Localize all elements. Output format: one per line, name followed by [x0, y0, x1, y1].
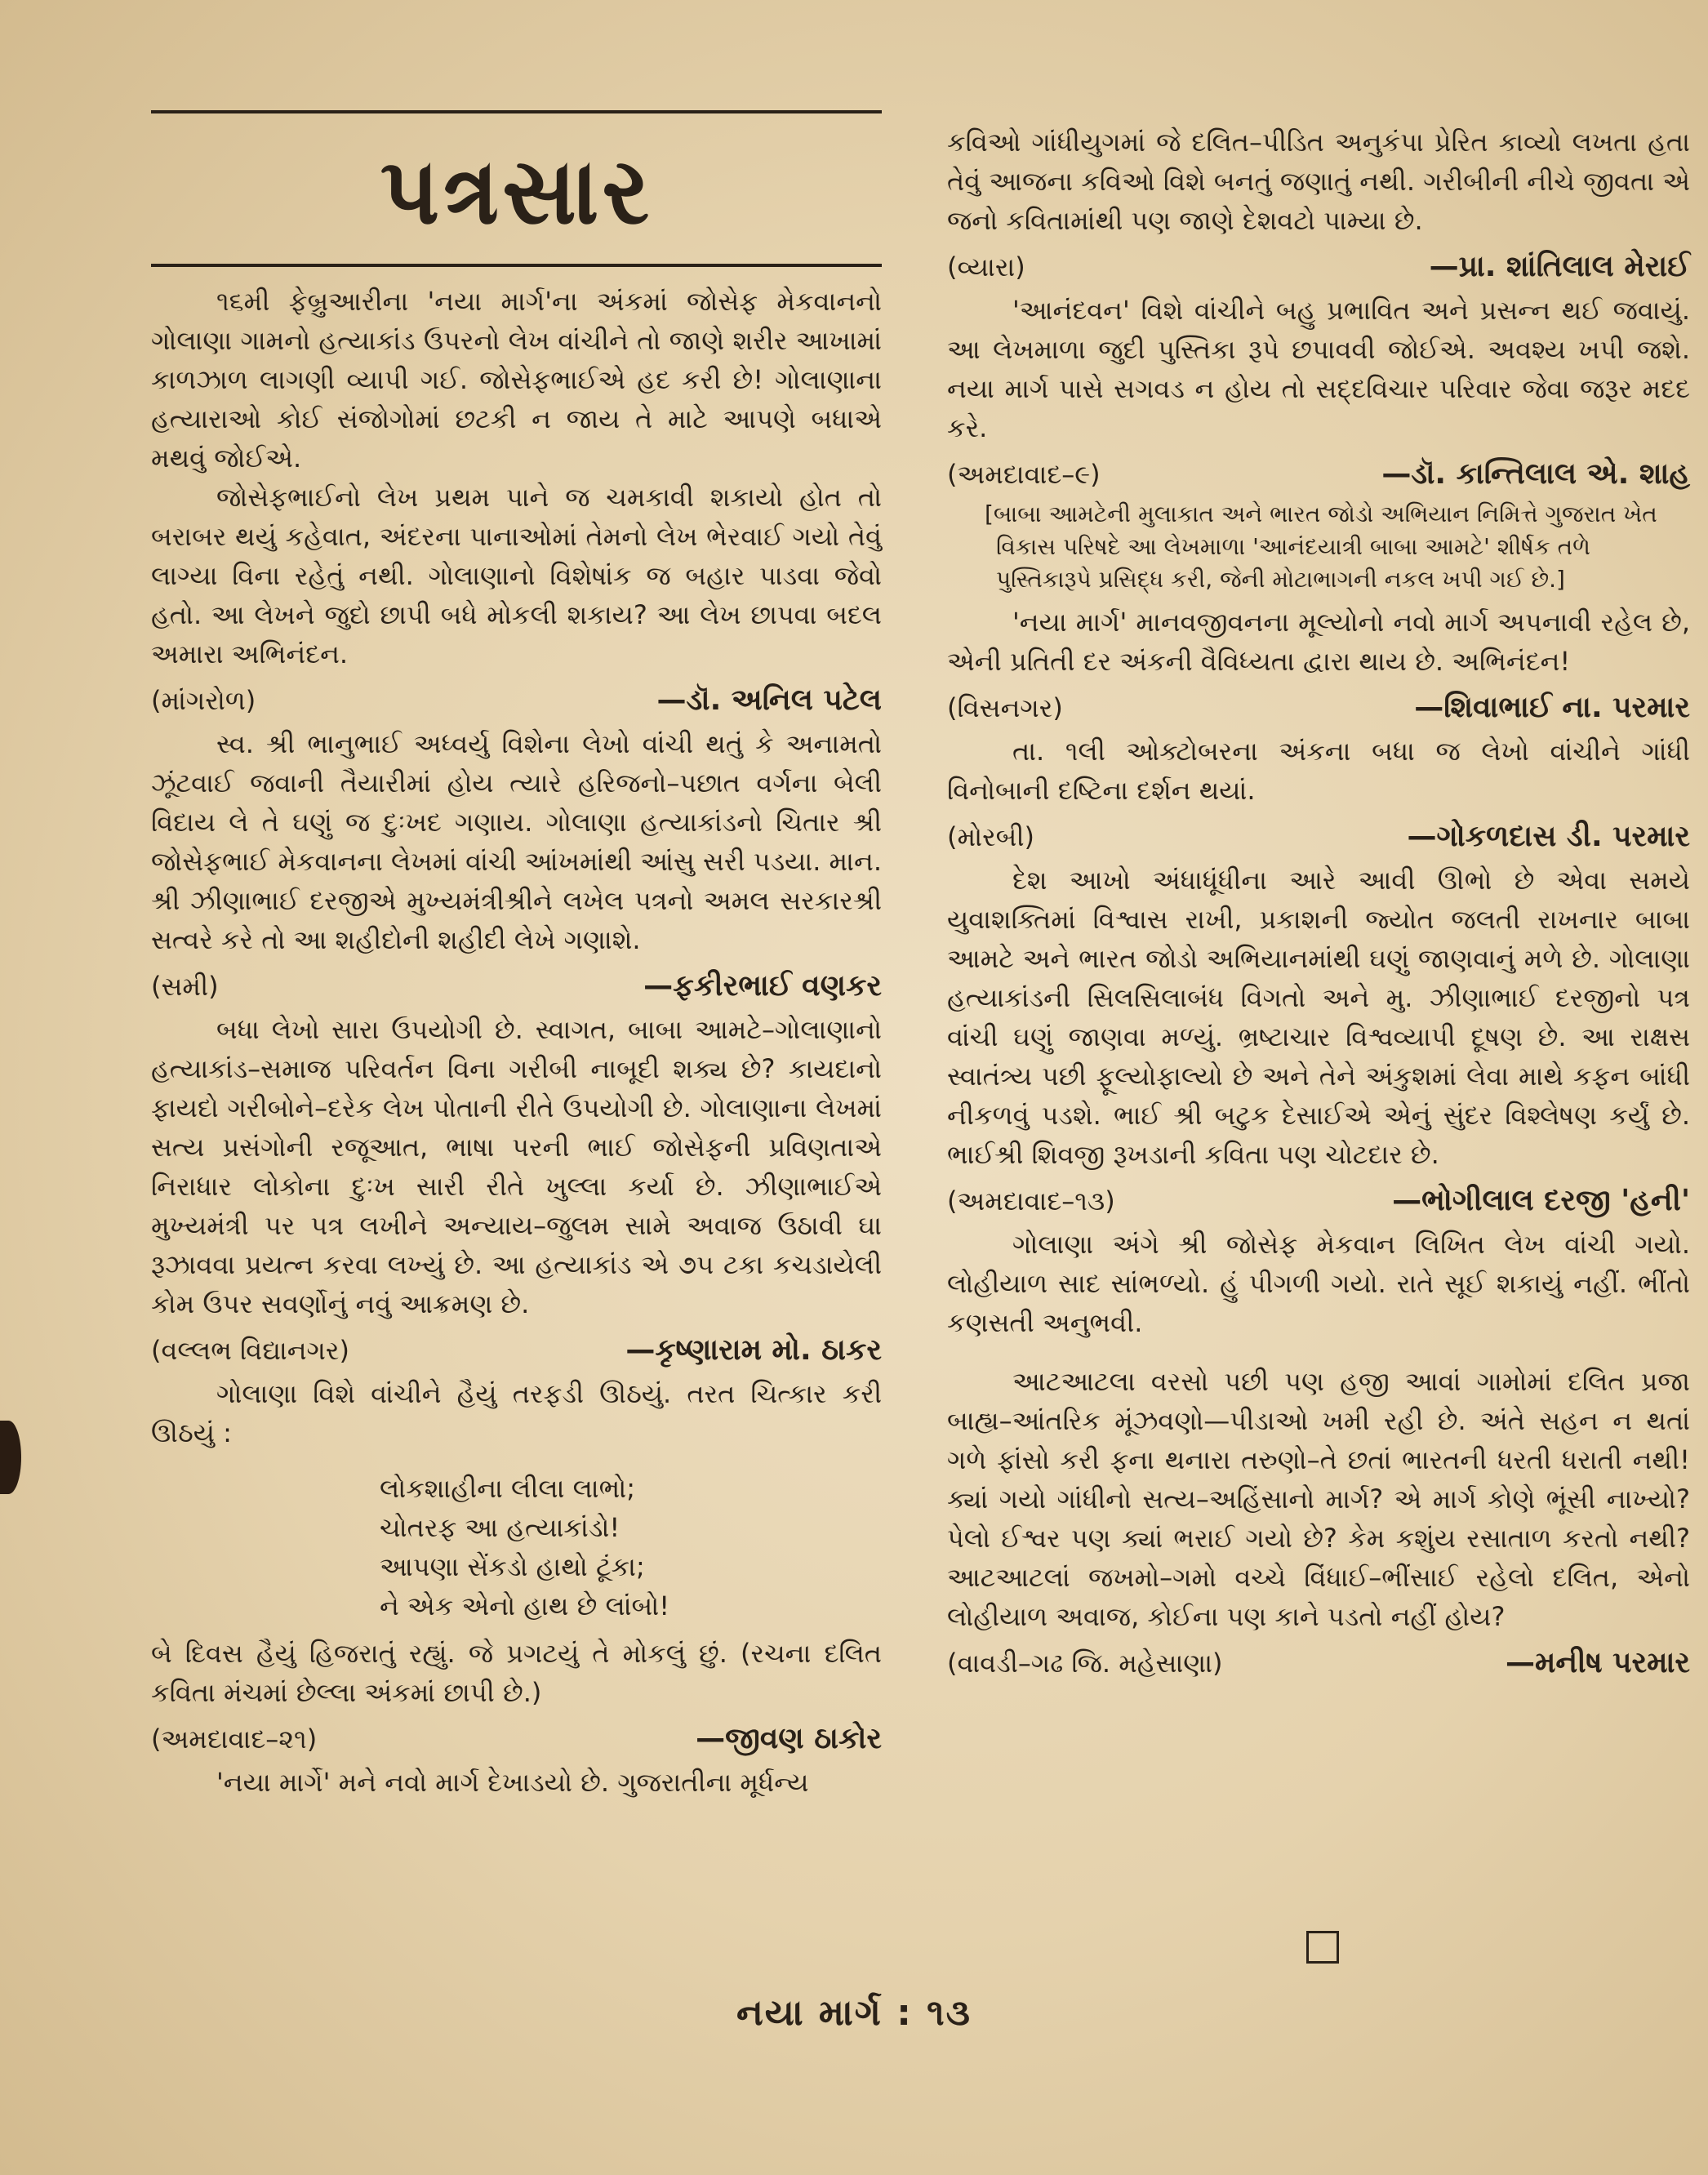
letter-paragraph: તા. ૧લી ઓક્ટોબરના અંકના બધા જ લેખો વાંચીને ગાંધી વિનોબાની દષ્ટિના દર્શન થયાં. [947, 736, 1690, 806]
letter-paragraph: ગોલાણા વિશે વાંચીને હૈયું તરફડી ઊઠયું. તરત ચિત્કાર કરી ઊઠયું : [151, 1378, 882, 1448]
letter-paragraph: ગોલાણા અંગે શ્રી જોસેફ મેકવાન લિખિત લેખ વાંચી ગયો. લોહીયાળ સાદ સાંભળ્યો. હું પીગળી ગયો. રાતે સૂઈ શકાયું નહીં. ભીંતો કણસતી અનુભવી. [947, 1229, 1690, 1338]
letter-signature [947, 454, 1690, 495]
signature-place: (વાવડી–ગઢ જિ. મહેસાણા) [947, 1648, 1223, 1679]
end-mark-box [1306, 1931, 1339, 1964]
left-column [151, 110, 882, 1802]
signature-name: —શિવાભાઈ ના. પરમાર [1414, 691, 1690, 724]
letter-paragraph: આટઆટલા વરસો પછી પણ હજી આવાં ગામોમાં દલિત પ્રજા બાહ્ય–આંતરિક મૂંઝવણો—પીડાઓ ખમી રહી છે. અંતે સહન ન થતાં ગળે ફાંસો કરી ફના થનારા તરુણો–તે છતાં ભારતની ધરતી ધરાતી નથી! ક્યાં ગયો ગાંધીનો સત્ય–અહિંસાનો માર્ગ? એ માર્ગ કોણે ભૂંસી નાખ્યો? પેલો ઈશ્વર પણ ક્યાં ભરાઈ ગયો છે? કેમ કશુંય રસાતાળ કરતો નથી? આટઆટલાં જખમો–ગમો વચ્ચે વિંધાઈ–ભીંસાઈ રહેલો દલિત, એનો લોહીયાળ અવાજ, કોઈના પણ કાને પડતો નહીં હોય? [947, 1366, 1690, 1632]
page-footer: નયા માર્ગ : ૧૩ [736, 1992, 972, 2034]
torn-edge-mark [0, 1421, 21, 1494]
poem-line: ને એક એનો હાથ છે લાંબો! [380, 1590, 670, 1621]
signature-place: (વિસનગર) [947, 692, 1063, 723]
poem-line: ચોતરફ આ હત્યાકાંડો! [380, 1512, 620, 1543]
signature-place: (વ્યારા) [947, 251, 1025, 282]
letter-paragraph: સ્વ. શ્રી ભાનુભાઈ અધ્વર્યુ વિશેના લેખો વાંચી થતું કે અનામતો ઝૂંટવાઈ જવાની તૈયારીમાં હોય ત્યારે હરિજનો–પછાત વર્ગના બેલી વિદાય લે તે ઘણું જ દુઃખદ ગણાય. ગોલાણા હત્યાકાંડનો ચિતાર શ્રી જોસેફભાઈ મેકવાનના લેખમાં વાંચી આંખમાંથી આંસુ સરી પડયા. માન. શ્રી ઝીણાભાઈ દરજીએ મુખ્યમંત્રીશ્રીને લખેલ પત્રનો અમલ સરકારશ્રી સત્વરે કરે તો આ શહીદોની શહીદી લેખે ગણાશે. [151, 728, 882, 955]
letter-paragraph: કવિઓ ગાંધીયુગમાં જે દલિત–પીડિત અનુકંપા પ્રેરિત કાવ્યો લખતા હતા તેવું આજના કવિઓ વિશે બનતું જણાતું નથી. ગરીબીની નીચે જીવતા એ જનો કવિતામાંથી પણ જાણે દેશવટો પામ્યા છે. [947, 127, 1690, 236]
signature-name: —કૃષ્ણારામ મો. ઠાકર [625, 1333, 882, 1367]
letter-signature [151, 966, 882, 1007]
letter-paragraph: જોસેફભાઈનો લેખ પ્રથમ પાને જ ચમકાવી શકાયો હોત તો બરાબર થયું કહેવાત, અંદરના પાનાઓમાં તેમનો લેખ ભેરવાઈ ગયો તેવું લાગ્યા વિના રહેતું નથી. ગોલાણાનો વિશેષાંક જ બહાર પાડવા જેવો હતો. આ લેખને જુદો છાપી બધે મોકલી શકાય? આ લેખ છાપવા બદલ અમારા અભિનંદન. [151, 482, 882, 669]
signature-place: (વલ્લભ વિદ્યાનગર) [151, 1335, 349, 1366]
letter-signature [151, 1330, 882, 1371]
letter-signature [947, 1643, 1690, 1684]
right-column [947, 122, 1690, 1687]
letter-signature [947, 687, 1690, 728]
signature-name: —ડૉ. અનિલ પટેલ [656, 683, 882, 717]
letter-paragraph: 'નયા માર્ગ' માનવજીવનના મૂલ્યોનો નવો માર્ગ અપનાવી રહેલ છે, એની પ્રતિતી દર અંકની વૈવિધ્યતા દ્વારા થાય છે. અભિનંદન! [947, 607, 1690, 677]
letter-signature [947, 1181, 1690, 1221]
poem-line: આપણા સેંકડો હાથો ટૂંકા; [380, 1551, 645, 1582]
letter-paragraph: બે દિવસ હૈયું હિજરાતું રહ્યું. જે પ્રગટયું તે મોકલું છું. (રચના દલિત કવિતા મંચમાં છેલ્લા અંકમાં છાપી છે.) [151, 1638, 882, 1708]
editor-note: [બાબા આમટેની મુલાકાત અને ભારત જોડો અભિયાન નિમિત્તે ગુજરાત ખેત વિકાસ પરિષદે આ લેખમાળા 'આનંદયાત્રી બાબા આમટે' શીર્ષક તળે પુસ્તિકારૂપે પ્રસિદ્ધ કરી, જેની મોટાભાગની નકલ ખપી ગઈ છે.] [985, 500, 1657, 593]
poem [380, 1469, 882, 1626]
signature-name: —જીવણ ઠાકોર [696, 1722, 882, 1755]
letter-signature [151, 1719, 882, 1759]
letter-signature [947, 247, 1690, 287]
left-column-body [151, 282, 882, 1802]
signature-place: (અમદાવાદ–૨૧) [151, 1724, 318, 1755]
signature-place: (અમદાવાદ–૯) [947, 459, 1101, 490]
letter-signature [151, 680, 882, 721]
letter-signature [947, 816, 1690, 857]
right-column-body [947, 122, 1690, 1684]
letter-paragraph: દેશ આખો અંધાધૂંધીના આરે આવી ઊભો છે એવા સમયે યુવાશક્તિમાં વિશ્વાસ રાખી, પ્રકાશની જ્યોત જલતી રાખનાર બાબા આમટે અને ભારત જોડો અભિયાનમાંથી ઘણું જાણવાનું મળે છે. ગોલાણા હત્યાકાંડની સિલસિલાબંધ વિગતો અને મુ. ઝીણાભાઈ દરજીનો પત્ર વાંચી ઘણું જાણવા મળ્યું. ભ્રષ્ટાચાર વિશ્વવ્યાપી દૂષણ છે. આ રાક્ષસ સ્વાતંત્ર્ય પછી ફૂલ્યોફાલ્યો છે અને તેને અંકુશમાં લેવા માથે કફન બાંધી નીકળવું પડશે. ભાઈ શ્રી બટુક દેસાઈએ એનું સુંદર વિશ્લેષણ કર્યું છે. ભાઈશ્રી શિવજી રૂખડાની કવિતા પણ ચોટદાર છે. [947, 865, 1690, 1170]
poem-line: લોકશાહીના લીલા લાભો; [380, 1473, 636, 1504]
signature-name: —ગોકળદાસ ડી. પરમાર [1407, 820, 1690, 853]
signature-name: —ભોગીલાલ દરજી 'હની' [1392, 1184, 1690, 1217]
signature-name: —મનીષ પરમાર [1505, 1646, 1690, 1679]
signature-place: (અમદાવાદ–૧૩) [947, 1185, 1115, 1216]
letter-paragraph: ૧૬મી ફેબ્રુઆરીના 'નયા માર્ગ'ના અંકમાં જોસેફ મેકવાનનો ગોલાણા ગામનો હત્યાકાંડ ઉપરનો લેખ વાંચીને તો જાણે શરીર આખામાં કાળઝાળ લાગણી વ્યાપી ગઈ. જોસેફભાઈએ હદ કરી છે! ગોલાણાના હત્યારાઓ કોઈ સંજોગોમાં છટકી ન જાય તે માટે આપણે બધાએ મથવું જોઈએ. [151, 286, 882, 474]
title-rule-bottom [151, 264, 882, 267]
signature-place: (મોરબી) [947, 821, 1034, 852]
signature-name: —પ્રા. શાંતિલાલ મેરાઈ [1429, 250, 1690, 283]
signature-place: (સમી) [151, 971, 219, 1002]
signature-name: —ડૉ. કાન્તિલાલ એ. શાહ [1381, 457, 1690, 491]
signature-place: (માંગરોળ) [151, 685, 256, 716]
letter-paragraph: 'નયા માર્ગે' મને નવો માર્ગ દેખાડયો છે. ગુજરાતીના મૂર્ધન્ય [216, 1767, 809, 1798]
page-title: પત્રસાર [380, 138, 653, 245]
letter-paragraph: 'આનંદવન' વિશે વાંચીને બહુ પ્રભાવિત અને પ્રસન્ન થઈ જવાયું. આ લેખમાળા જુદી પુસ્તિકા રૂપે છપાવવી જોઈએ. અવશ્ય ખપી જશે. નયા માર્ગ પાસે સગવડ ન હોય તો સદ્દવિચાર પરિવાર જેવા જરૂર મદદ કરે. [947, 295, 1690, 443]
letter-paragraph: બધા લેખો સારા ઉપયોગી છે. સ્વાગત, બાબા આમટે–ગોલાણાનો હત્યાકાંડ–સમાજ પરિવર્તન વિના ગરીબી નાબૂદી શક્ય છે? કાયદાનો ફાયદો ગરીબોને–દરેક લેખ પોતાની રીતે ઉપયોગી છે. ગોલાણાના લેખમાં સત્ય પ્રસંગોની રજૂઆત, ભાષા પરની ભાઈ જોસેફની પ્રવિણતાએ નિરાધાર લોકોના દુઃખ સારી રીતે ખુલ્લા કર્યા છે. ઝીણાભાઈએ મુખ્યમંત્રી પર પત્ર લખીને અન્યાય–જુલમ સામે અવાજ ઉઠાવી ઘા રૂઝાવવા પ્રયત્ન કરવા લખ્યું છે. આ હત્યાકાંડ એ ૭૫ ટકા કચડાયેલી કોમ ઉપર સવર્ણોનું નવું આક્રમણ છે. [151, 1014, 882, 1319]
signature-name: —ફકીરભાઈ વણકર [643, 969, 882, 1003]
